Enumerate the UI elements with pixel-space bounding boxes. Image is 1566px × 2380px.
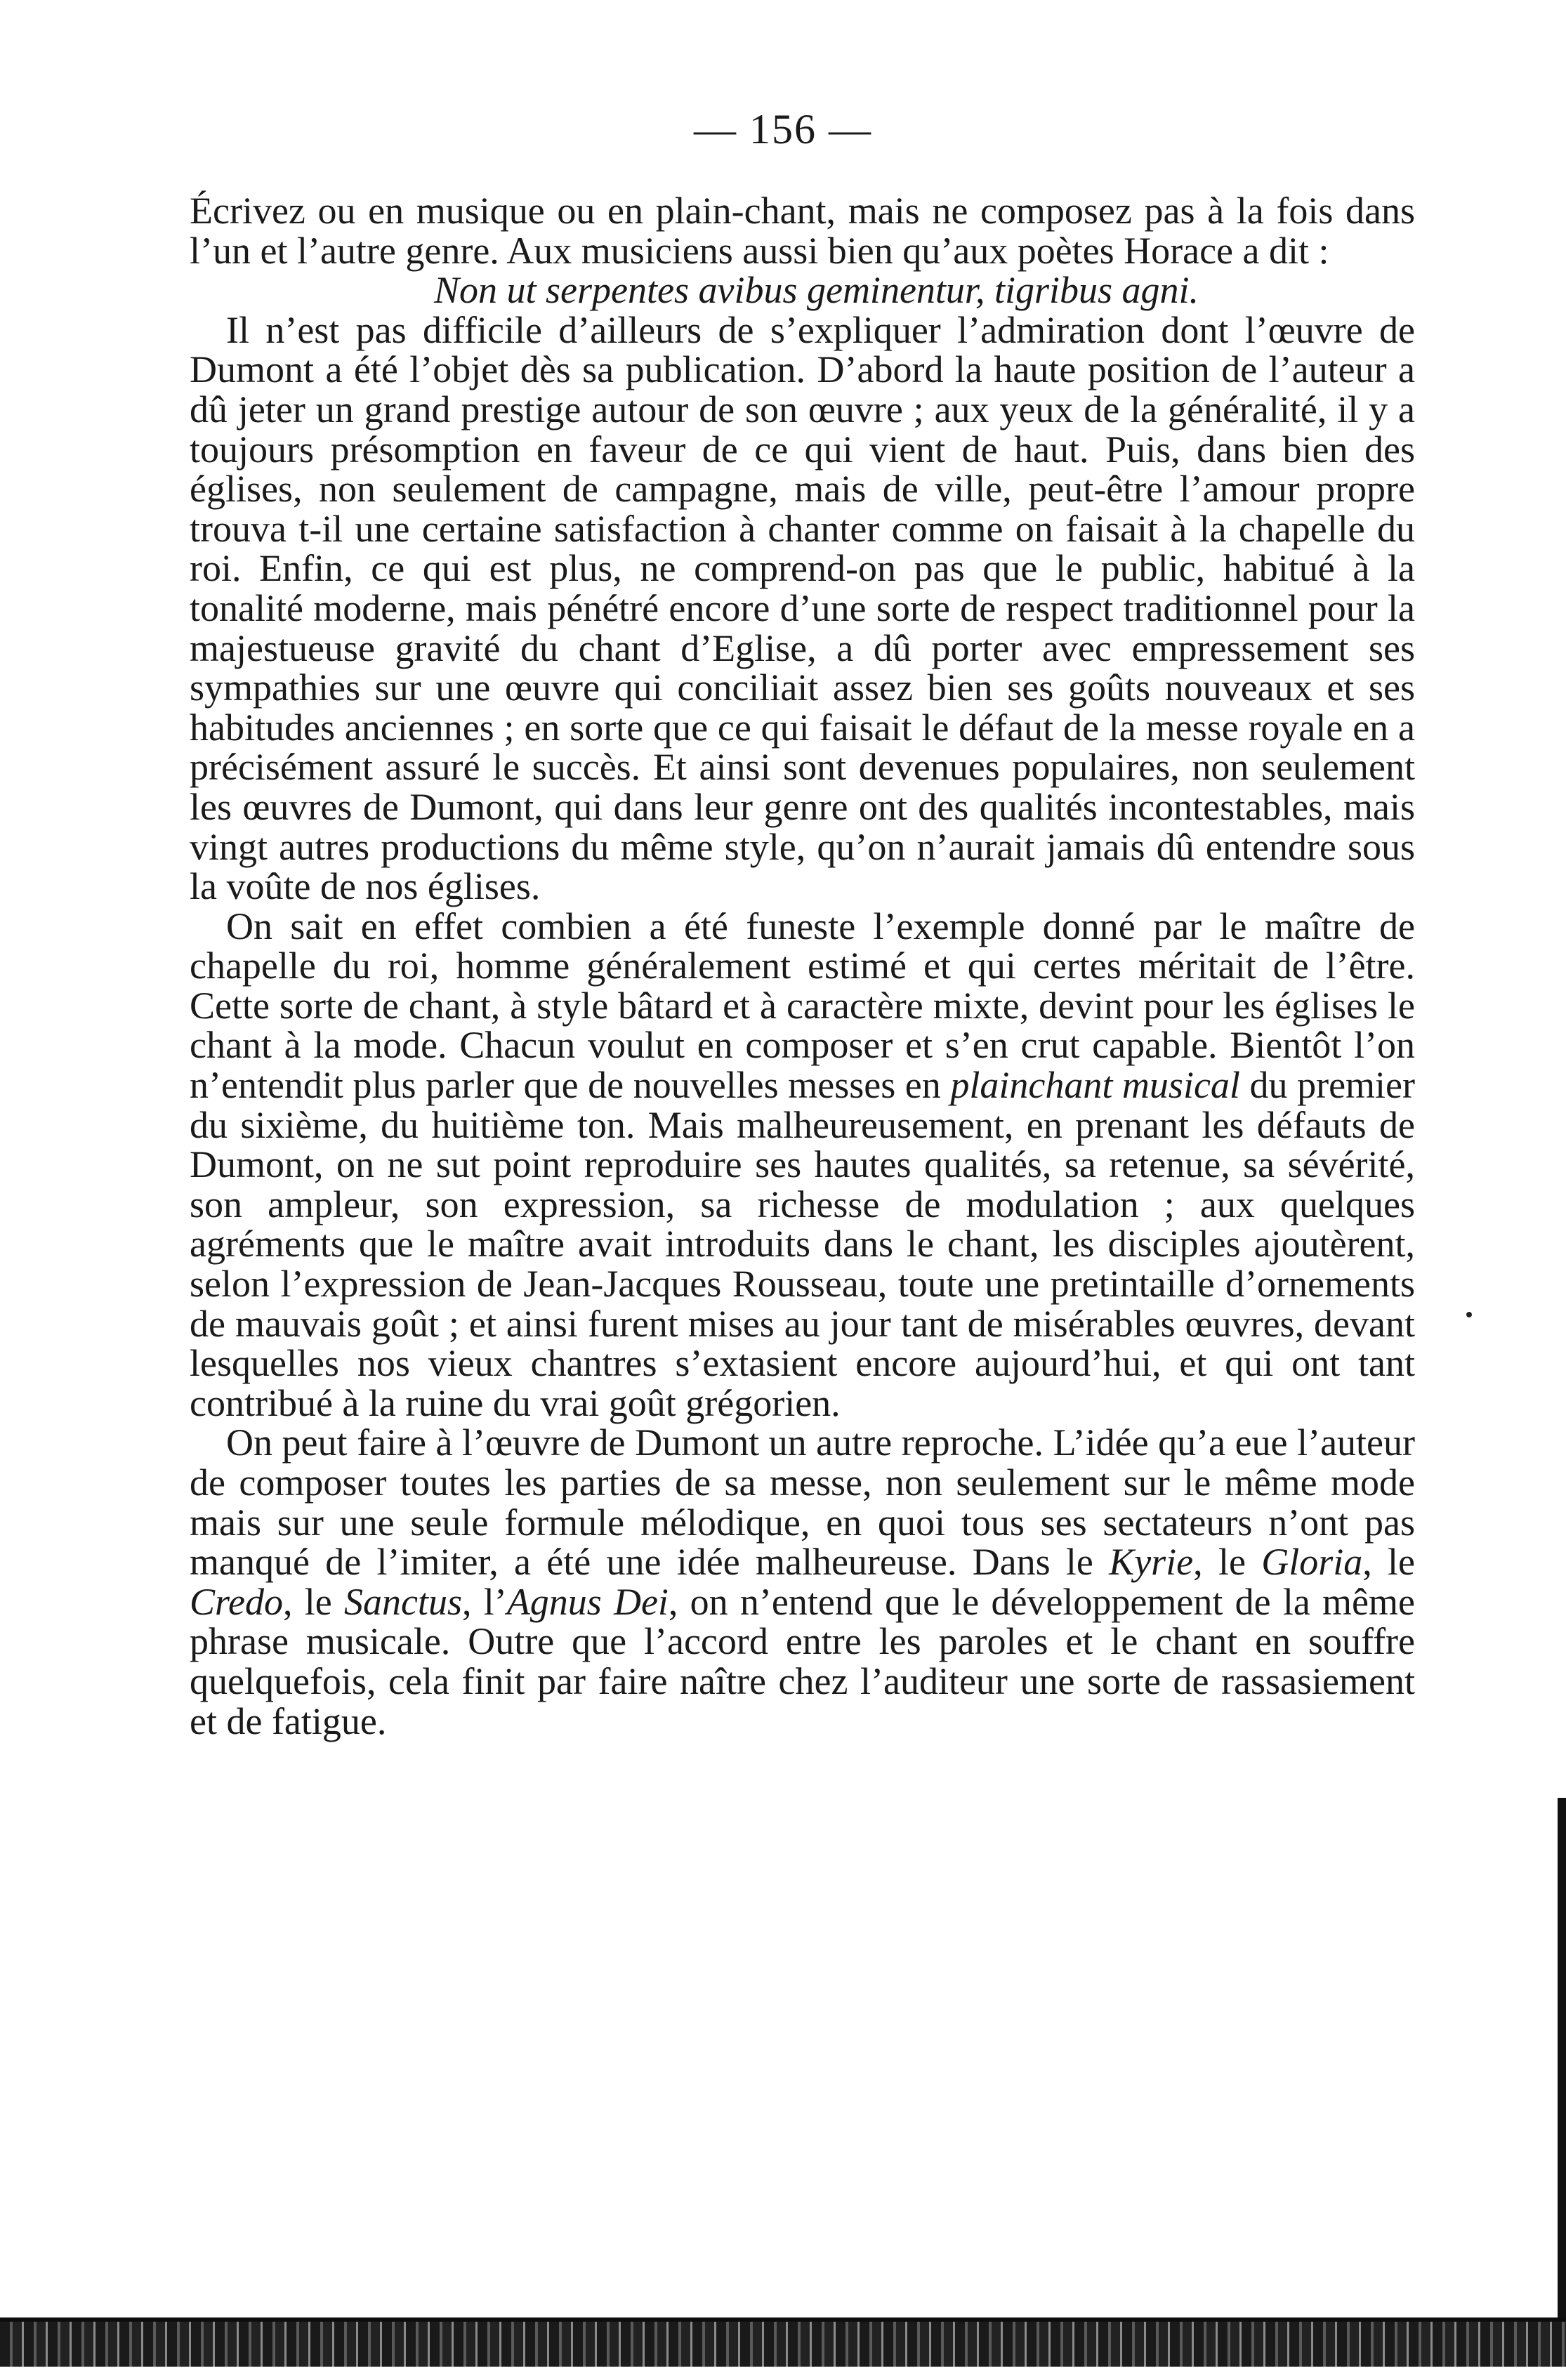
scan-edge-shadow [1558, 1798, 1566, 2317]
italic-sanctus: Sanctus [343, 1580, 462, 1623]
separator: , le [283, 1580, 344, 1623]
body-text [190, 191, 1415, 1741]
scan-bottom-edge [0, 2317, 1566, 2367]
scan-bottom-edge-line [0, 2317, 1566, 2322]
paragraph-text: du premier du sixième, du huitième ton. Mais malheureusement, en prenant les défauts de Dumont, on ne sut point reproduire ses hautes qualités, sa retenue, sa sévérité, son ampleur, son expression, sa richesse de modulation ; aux quelques agréments que le maître avait introduits dans le chant, les disciples ajoutèrent, selon l’expression de Jean-Jacques Rousseau, toute une pretintaille d’ornements de mauvais goût ; et ainsi furent mises au jour tant de misérables œuvres, devant lesquelles nos vieux chantres s’extasient encore aujourd’hui, et qui ont tant contribué à la ruine du vrai goût grégorien. [190, 1064, 1415, 1424]
paragraph-reproche [190, 1423, 1415, 1741]
separator: , le [1362, 1541, 1415, 1584]
paragraph-funeste-exemple [190, 907, 1415, 1424]
latin-verse-quote: Non ut serpentes avibus geminentur, tigribus agni. [434, 269, 1199, 312]
paragraph-text: On peut faire à l’œuvre de Dumont un autre reproche. L’idée qu’a eue l’auteur de composer toutes les parties de sa messe, non seulement sur le même mode mais sur une seule formule mélodique, en quoi tous ses sectateurs n’ont pas manqué de l’imiter, a été une idée malheureuse. Dans le [190, 1421, 1415, 1584]
paragraph-opening: Écrivez ou en musique ou en plain-chant, mais ne composez pas à la fois dans l’un et l’autre genre. Aux musiciens aussi bien qu’aux poètes Horace a dit : [190, 190, 1415, 272]
paragraph-text: , on n’entend que le développement de la même phrase musicale. Outre que l’accord entre les paroles et le chant en souffre quelquefois, cela finit par faire naître chez l’auditeur une sorte de rassasiement et de fatigue. [190, 1580, 1415, 1742]
separator: , l’ [461, 1580, 507, 1623]
separator: , le [1193, 1541, 1262, 1584]
italic-credo: Credo [190, 1580, 283, 1623]
paragraph-admiration: Il n’est pas difficile d’ailleurs de s’expliquer l’admiration dont l’œuvre de Dumont a été l’objet dès sa publication. D’abord la haute position de l’auteur a dû jeter un grand prestige autour de son œuvre ; aux yeux de la généralité, il y a toujours présomption en faveur de ce qui vient de haut. Puis, dans bien des églises, non seulement de campagne, mais de ville, peut-être l’amour propre trouva t-il une certaine satisfaction à chanter comme on faisait à la chapelle du roi. Enfin, ce qui est plus, ne comprend-on pas que le public, habitué à la tonalité moderne, mais pénétré encore d’une sorte de respect traditionnel pour la majestueuse gravité du chant d’Eglise, a dû porter avec empressement ses sympathies sur une œuvre qui conciliait assez bien ses goûts nouveaux et ses habitudes anciennes ; en sorte que ce qui faisait le défaut de la messe royale en a précisément assuré le succès. Et ainsi sont devenues populaires, non seulement les œuvres de Dumont, qui dans leur genre ont des qualités incontestables, mais vingt autres productions du même style, qu’on n’aurait jamais dû entendre sous la voûte de nos églises. [190, 308, 1415, 908]
paragraph-text: On sait en effet combien a été funeste l’exemple donné par le maître de chapelle du roi, homme généralement estimé et qui certes méritait de l’être. Cette sorte de chant, à style bâtard et à caractère mixte, devint pour les églises le chant à la mode. Chacun voulut en composer et s’en crut capable. Bientôt l’on n’entendit plus parler que de nouvelles messes en [190, 905, 1415, 1107]
italic-term: plainchant musical [950, 1064, 1240, 1107]
italic-kyrie: Kyrie [1109, 1541, 1194, 1584]
margin-speck [1466, 1312, 1472, 1317]
italic-agnus-dei: Agnus Dei [506, 1580, 669, 1623]
italic-gloria: Gloria [1261, 1541, 1363, 1584]
page-number: — 156 — [694, 106, 872, 152]
